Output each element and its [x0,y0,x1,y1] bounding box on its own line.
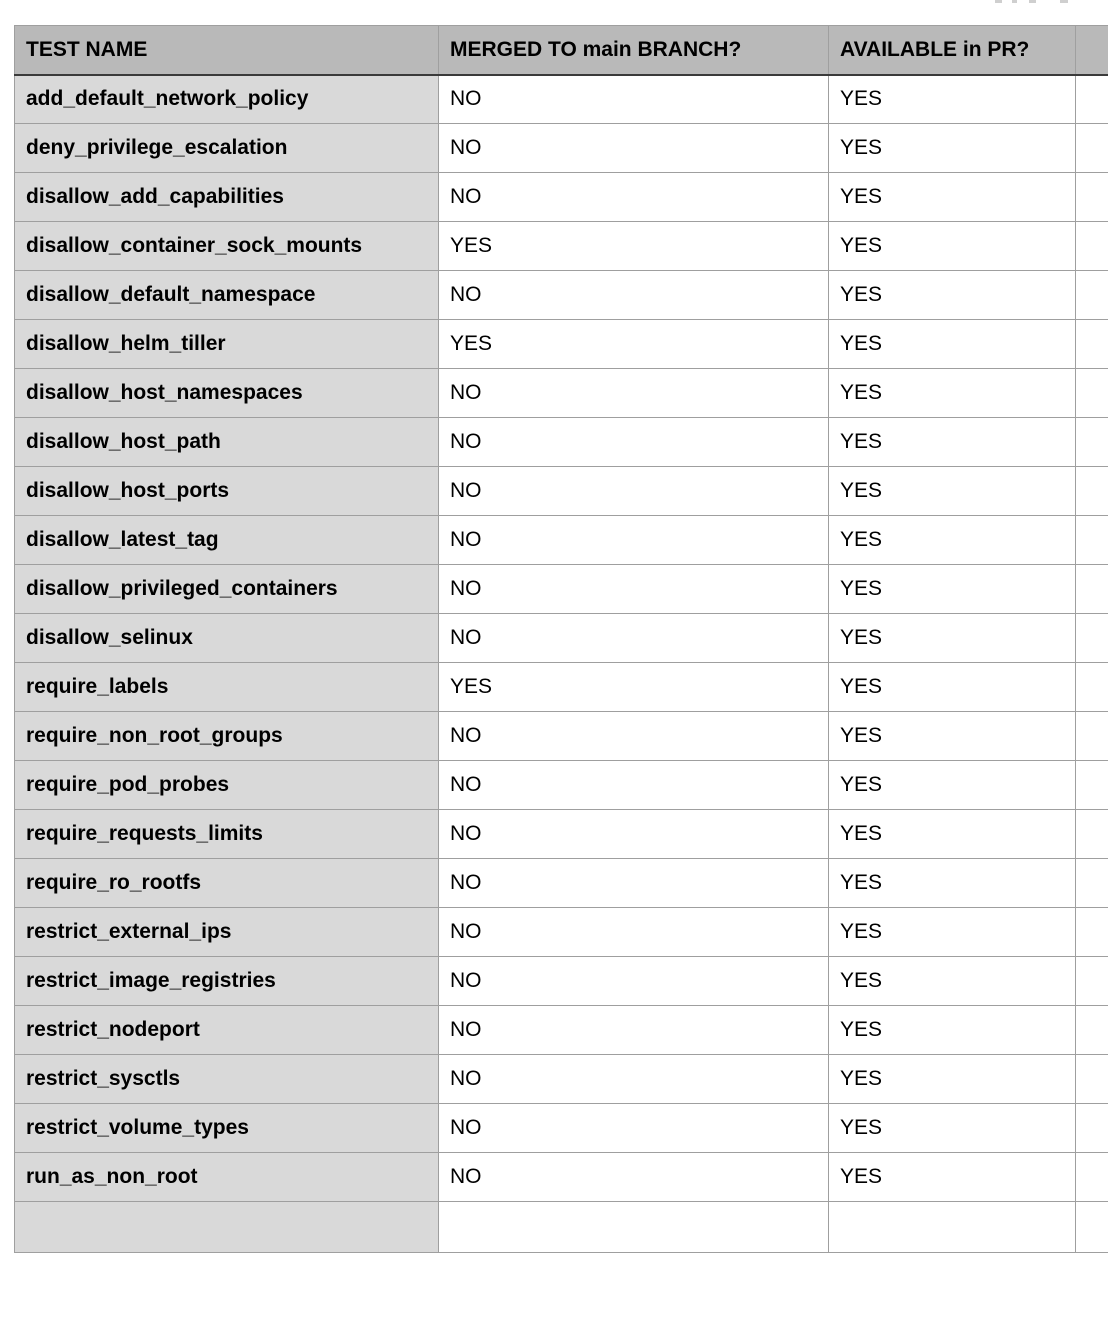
extra-cell [1076,663,1108,712]
merged-cell: NO [439,712,829,761]
merged-cell: NO [439,1153,829,1202]
merged-cell: YES [439,663,829,712]
column-header-extra [1076,26,1108,75]
available-cell: YES [829,124,1076,173]
merged-cell: NO [439,565,829,614]
available-cell: YES [829,1006,1076,1055]
table-row [15,320,1108,369]
merged-cell: NO [439,1055,829,1104]
clipped-text-artifact [1029,0,1036,3]
merged-cell [439,1202,829,1253]
extra-cell [1076,467,1108,516]
merged-cell: NO [439,467,829,516]
merged-cell: NO [439,124,829,173]
test-name-cell: require_labels [15,663,439,712]
table-row [15,124,1108,173]
extra-cell [1076,1055,1108,1104]
table-row [15,859,1108,908]
available-cell: YES [829,418,1076,467]
merged-cell: NO [439,908,829,957]
available-cell: YES [829,516,1076,565]
available-cell: YES [829,663,1076,712]
merged-cell: NO [439,614,829,663]
table-row [15,173,1108,222]
test-name-cell: disallow_selinux [15,614,439,663]
clipped-text-artifact [1012,0,1017,3]
table-row [15,222,1108,271]
merged-cell: NO [439,859,829,908]
available-cell: YES [829,712,1076,761]
available-cell: YES [829,1055,1076,1104]
available-cell: YES [829,908,1076,957]
test-name-cell: restrict_sysctls [15,1055,439,1104]
extra-cell [1076,418,1108,467]
test-name-cell: require_ro_rootfs [15,859,439,908]
extra-cell [1076,75,1108,124]
extra-cell [1076,761,1108,810]
merged-cell: YES [439,222,829,271]
table-row [15,1006,1108,1055]
test-name-cell: disallow_host_path [15,418,439,467]
test-name-cell: restrict_nodeport [15,1006,439,1055]
available-cell [829,1202,1076,1253]
header-row [15,26,1108,75]
test-name-cell: restrict_external_ips [15,908,439,957]
available-cell: YES [829,859,1076,908]
available-cell: YES [829,957,1076,1006]
table-row [15,369,1108,418]
available-cell: YES [829,222,1076,271]
table-row [15,761,1108,810]
merged-cell: NO [439,369,829,418]
test-name-cell: run_as_non_root [15,1153,439,1202]
test-name-cell: require_non_root_groups [15,712,439,761]
available-cell: YES [829,1104,1076,1153]
merged-cell: NO [439,516,829,565]
clipped-text-artifact [995,0,1002,3]
table-row [15,418,1108,467]
extra-cell [1076,222,1108,271]
merged-cell: NO [439,810,829,859]
table-row [15,271,1108,320]
merged-cell: NO [439,1006,829,1055]
available-cell: YES [829,614,1076,663]
merged-cell: NO [439,761,829,810]
test-name-cell: deny_privilege_escalation [15,124,439,173]
table-row [15,1055,1108,1104]
test-name-cell: require_pod_probes [15,761,439,810]
tests-table [14,25,1108,1253]
table-row [15,75,1108,124]
test-name-cell: require_requests_limits [15,810,439,859]
merged-cell: NO [439,418,829,467]
available-cell: YES [829,271,1076,320]
test-name-cell: disallow_latest_tag [15,516,439,565]
available-cell: YES [829,369,1076,418]
table-row [15,1104,1108,1153]
available-cell: YES [829,565,1076,614]
table-row [15,663,1108,712]
column-header-merged: MERGED TO main BRANCH? [439,26,829,75]
table-row [15,908,1108,957]
table-row [15,1202,1108,1253]
test-name-cell: disallow_host_ports [15,467,439,516]
available-cell: YES [829,761,1076,810]
test-name-cell: disallow_container_sock_mounts [15,222,439,271]
table-row [15,565,1108,614]
test-name-cell: add_default_network_policy [15,75,439,124]
test-name-cell: disallow_host_namespaces [15,369,439,418]
table-row [15,957,1108,1006]
test-name-cell: disallow_privileged_containers [15,565,439,614]
available-cell: YES [829,467,1076,516]
extra-cell [1076,712,1108,761]
extra-cell [1076,320,1108,369]
available-cell: YES [829,75,1076,124]
merged-cell: NO [439,271,829,320]
column-header-test-name: TEST NAME [15,26,439,75]
extra-cell [1076,614,1108,663]
extra-cell [1076,565,1108,614]
merged-cell: YES [439,320,829,369]
table-row [15,614,1108,663]
test-name-cell: disallow_default_namespace [15,271,439,320]
extra-cell [1076,1006,1108,1055]
available-cell: YES [829,1153,1076,1202]
extra-cell [1076,271,1108,320]
merged-cell: NO [439,75,829,124]
available-cell: YES [829,173,1076,222]
extra-cell [1076,1202,1108,1253]
extra-cell [1076,957,1108,1006]
merged-cell: NO [439,957,829,1006]
table-body [15,75,1108,1253]
test-name-cell: disallow_add_capabilities [15,173,439,222]
column-header-available: AVAILABLE in PR? [829,26,1076,75]
merged-cell: NO [439,173,829,222]
extra-cell [1076,124,1108,173]
extra-cell [1076,1153,1108,1202]
test-name-cell [15,1202,439,1253]
test-name-cell: disallow_helm_tiller [15,320,439,369]
extra-cell [1076,516,1108,565]
extra-cell [1076,369,1108,418]
table-row [15,712,1108,761]
table-row [15,516,1108,565]
clipped-text-artifact [1060,0,1068,3]
table-row [15,467,1108,516]
table-row [15,1153,1108,1202]
extra-cell [1076,908,1108,957]
extra-cell [1076,810,1108,859]
available-cell: YES [829,320,1076,369]
extra-cell [1076,1104,1108,1153]
test-name-cell: restrict_image_registries [15,957,439,1006]
extra-cell [1076,173,1108,222]
extra-cell [1076,859,1108,908]
available-cell: YES [829,810,1076,859]
merged-cell: NO [439,1104,829,1153]
test-name-cell: restrict_volume_types [15,1104,439,1153]
table-row [15,810,1108,859]
